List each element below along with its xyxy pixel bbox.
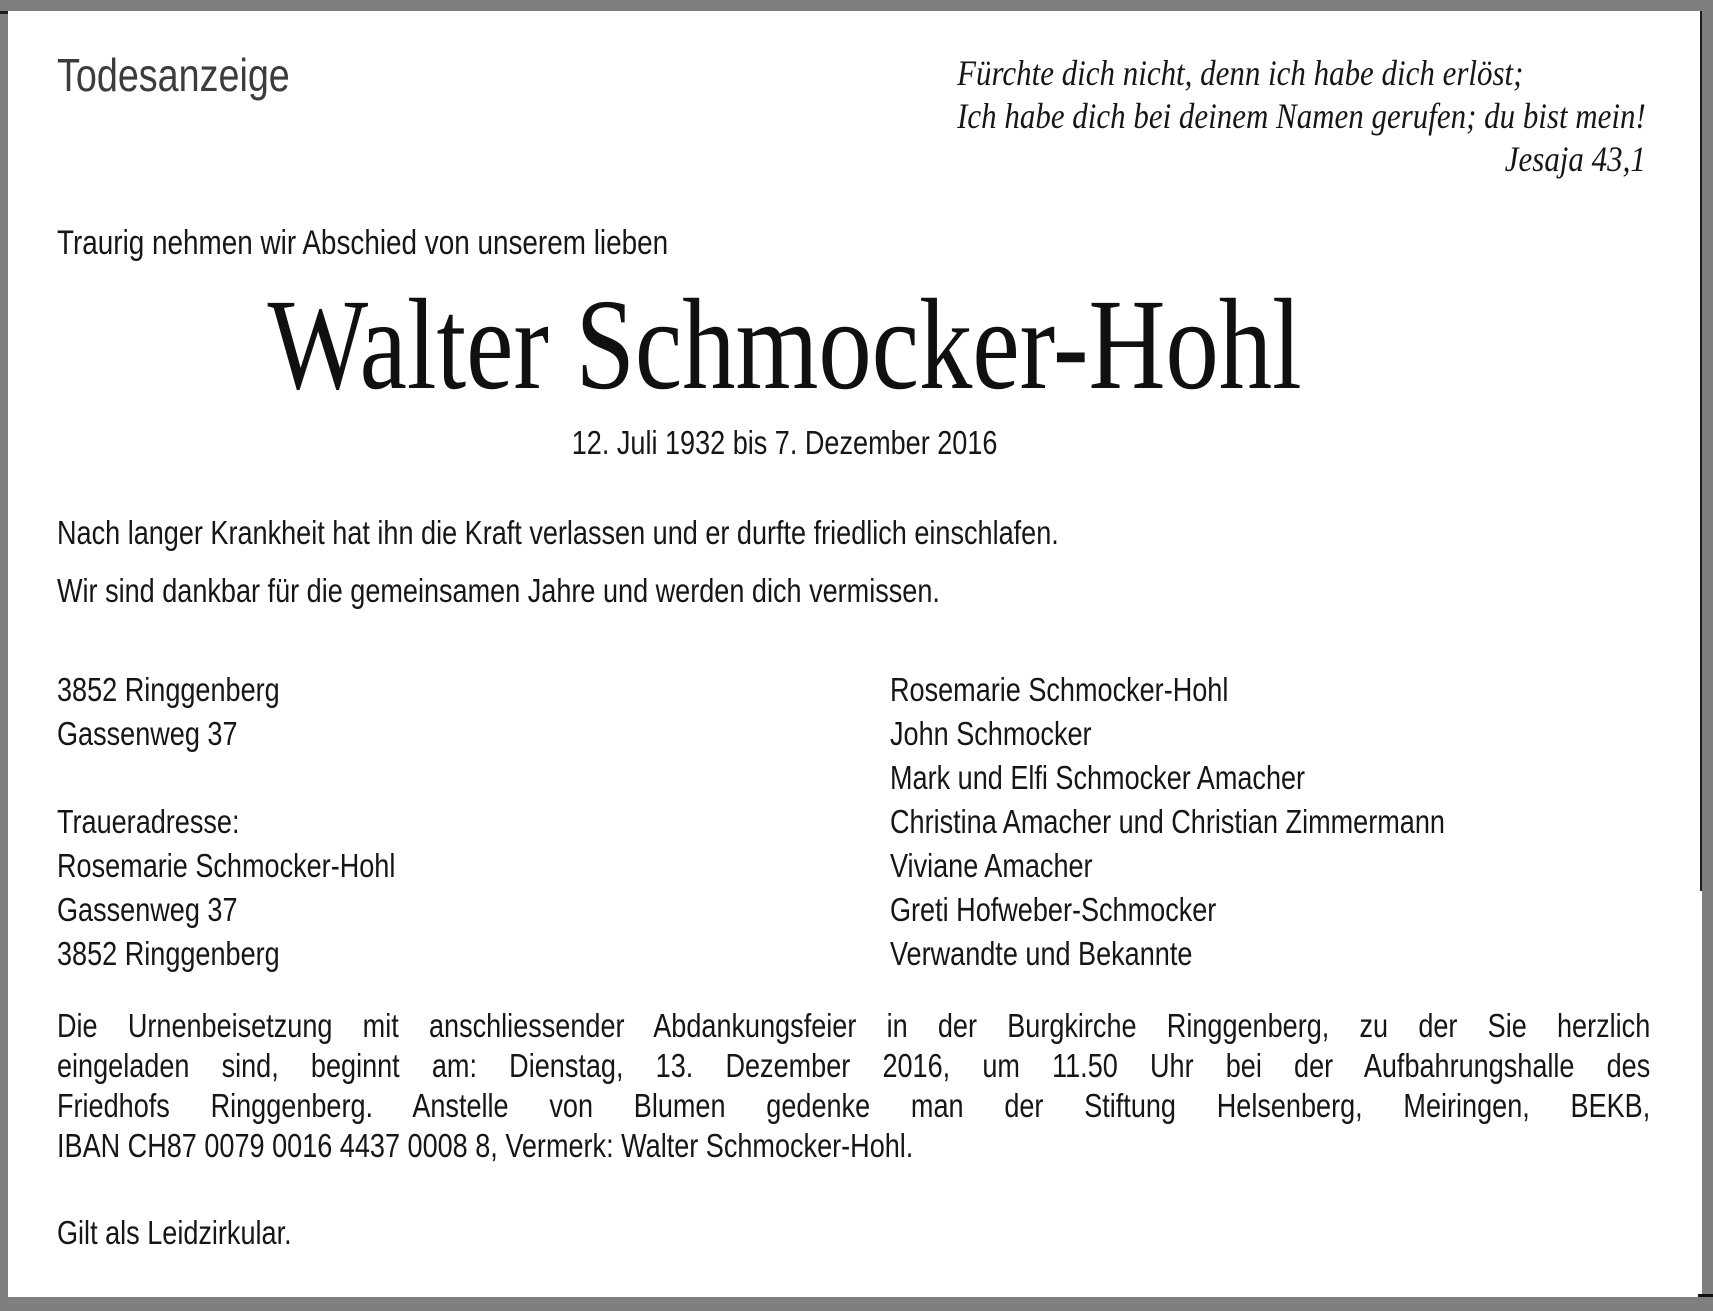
address-column [57,668,470,976]
page-edge-line [1700,11,1702,891]
scan-frame-left [0,11,8,1297]
deceased-name-band [57,273,1513,430]
funeral-info-line: eingeladen sind, beginnt am: Dienstag, 13. Dezember 2016, um 11.50 Uhr bei der Aufbahrungshalle des [57,1047,1651,1084]
page-corner-mark-topleft [0,11,8,14]
address-line-blank [57,756,395,800]
body-paragraph-1: Nach langer Krankheit hat ihn die Kraft verlassen und er durfte friedlich einschlafen. [57,514,1059,551]
intro-line: Traurig nehmen wir Abschied von unserem lieben [57,224,669,262]
mourner-line: Mark und Elfi Schmocker Amacher [890,759,1306,796]
footer-note: Gilt als Leidzirkular. [57,1214,292,1251]
scripture-source: Jesaja 43,1 [1504,139,1646,179]
scripture-line-2: Ich habe dich bei deinem Namen gerufen; du bist mein! [957,96,1646,136]
address-line: Gassenweg 37 [57,715,238,752]
mourner-line: Rosemarie Schmocker-Hohl [890,671,1229,708]
page-corner-mark-bottomright [1698,1294,1713,1297]
mourner-line: Christina Amacher und Christian Zimmermann [890,803,1445,840]
address-line: 3852 Ringgenberg [57,671,280,708]
deceased-name: Walter Schmocker-Hohl [267,273,1303,417]
address-line: Traueradresse: [57,803,240,840]
funeral-info-line: IBAN CH87 0079 0016 4437 0008 8, Vermerk: Walter Schmocker-Hohl. [57,1127,914,1164]
mourner-line: Viviane Amacher [890,847,1093,884]
funeral-info-line: Friedhofs Ringgenberg. Anstelle von Blumen gedenke man der Stiftung Helsenberg, Meiringen, BEKB, [57,1087,1651,1124]
address-line: Gassenweg 37 [57,891,238,928]
funeral-info-line: Die Urnenbeisetzung mit anschliessender Abdankungsfeier in der Burgkirche Ringgenberg, zu der Sie herzlich [57,1007,1651,1044]
scan-frame-bottom [0,1297,1713,1311]
funeral-info-paragraph [57,1006,1713,1166]
mourner-line: Verwandte und Bekannte [890,935,1193,972]
scripture-line-1: Fürchte dich nicht, denn ich habe dich erlöst; [957,53,1524,93]
address-line: 3852 Ringgenberg [57,935,280,972]
address-line: Rosemarie Schmocker-Hohl [57,847,396,884]
life-dates: 12. Juli 1932 bis 7. Dezember 2016 [572,424,998,461]
body-paragraph-2: Wir sind dankbar für die gemeinsamen Jahre und werden dich vermissen. [57,572,940,609]
mourner-line: John Schmocker [890,715,1092,752]
life-dates-band [57,426,1513,459]
mourners-column [890,668,1567,976]
mourner-line: Greti Hofweber-Schmocker [890,891,1217,928]
scripture-quote [845,52,1646,181]
notice-type-label: Todesanzeige [57,49,290,101]
scan-frame-top [0,0,1713,11]
